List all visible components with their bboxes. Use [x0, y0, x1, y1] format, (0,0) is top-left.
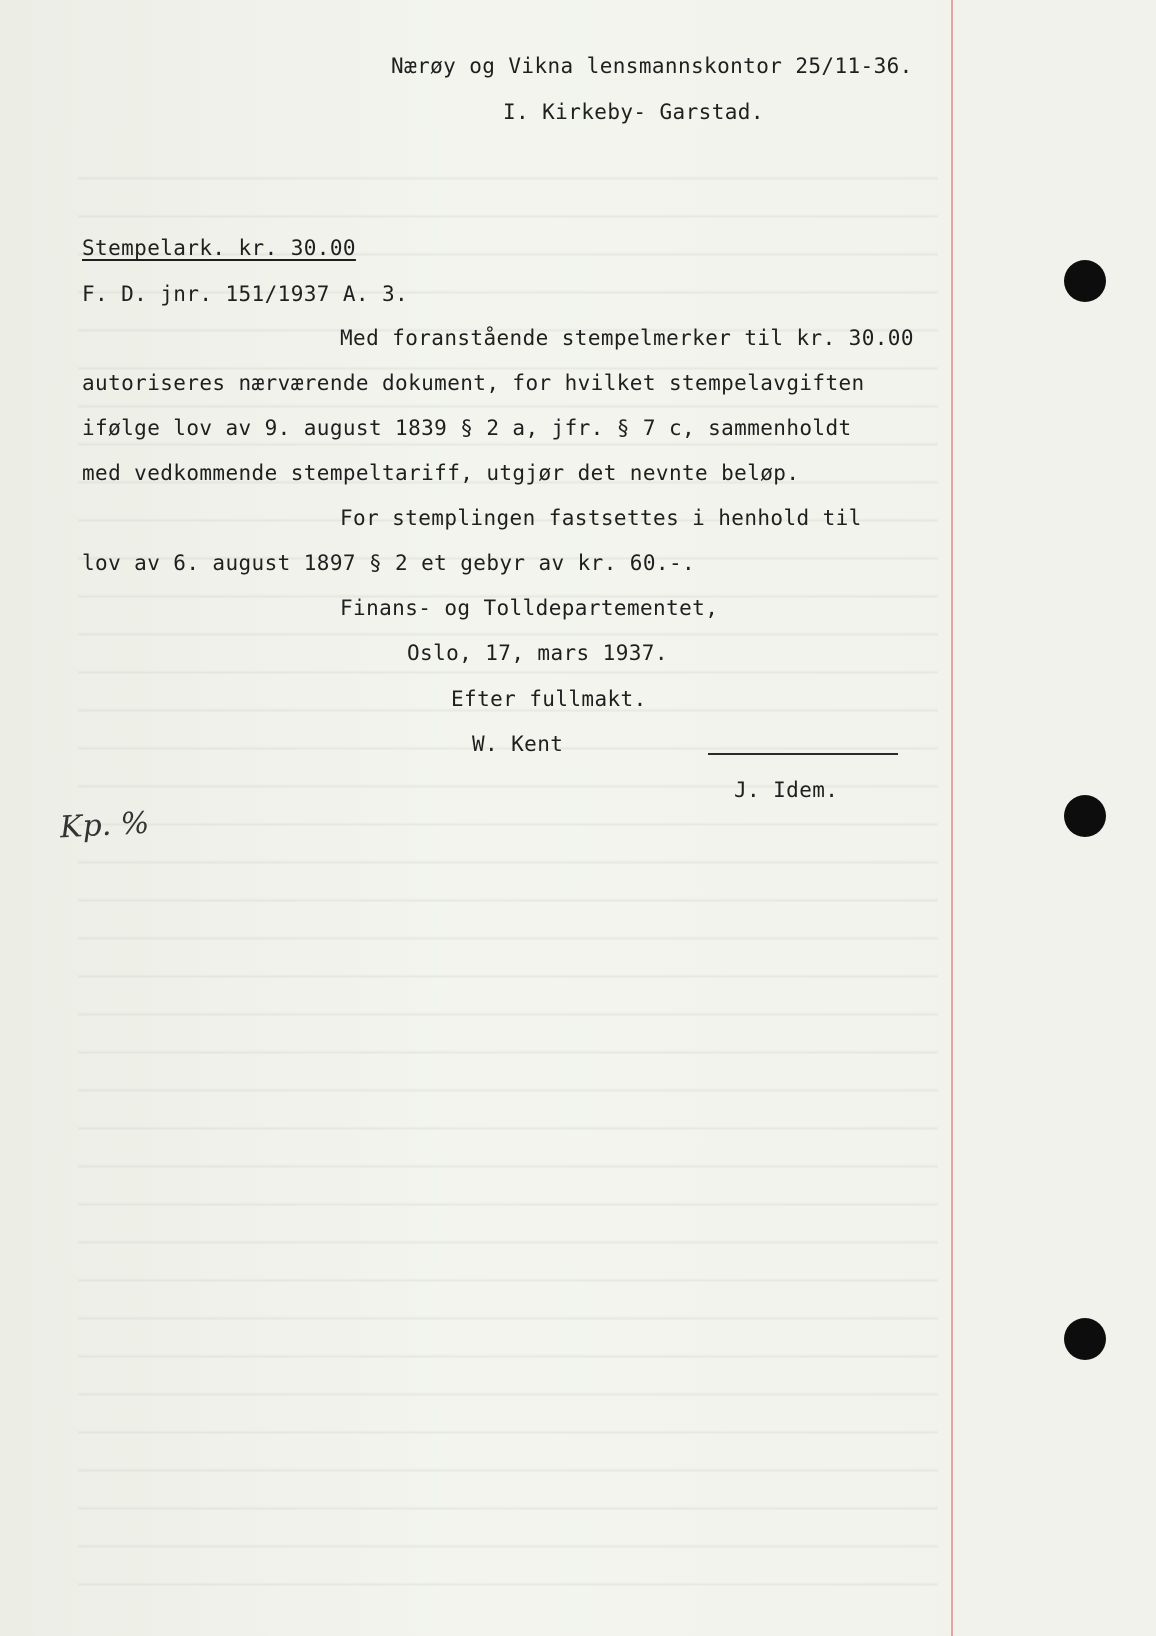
body-line: ifølge lov av 9. august 1839 § 2 a, jfr. § 7 c, sammenholdt: [82, 416, 852, 440]
reference-number: F. D. jnr. 151/1937 A. 3.: [82, 282, 409, 306]
body-line: Med foranstående stempelmerker til kr. 30.00: [340, 326, 914, 350]
countersign-name: J. Idem.: [734, 778, 839, 802]
margin-line: [951, 0, 953, 1636]
header-subline: I. Kirkeby- Garstad.: [503, 100, 764, 124]
place-date: Oslo, 17, mars 1937.: [407, 641, 668, 665]
punch-hole-top: [1064, 260, 1106, 302]
signatory-name: W. Kent: [472, 732, 564, 756]
punch-hole-middle: [1064, 795, 1106, 837]
body-line: For stemplingen fastsettes i henhold til: [340, 506, 862, 530]
signature-rule: [708, 753, 898, 755]
stamp-heading: Stempelark. kr. 30.00: [82, 236, 356, 260]
body-line: med vedkommende stempeltariff, utgjør det nevnte beløp.: [82, 461, 800, 485]
header-line: Nærøy og Vikna lensmannskontor 25/11-36.: [391, 54, 913, 78]
department-name: Finans- og Tolldepartementet,: [340, 596, 719, 620]
body-line: autoriseres nærværende dokument, for hvilket stempelavgiften: [82, 371, 865, 395]
authority-line: Efter fullmakt.: [451, 687, 647, 711]
punch-hole-bottom: [1064, 1318, 1106, 1360]
handwritten-initials: Kp. %: [59, 805, 151, 846]
body-line: lov av 6. august 1897 § 2 et gebyr av kr. 60.-.: [82, 551, 696, 575]
